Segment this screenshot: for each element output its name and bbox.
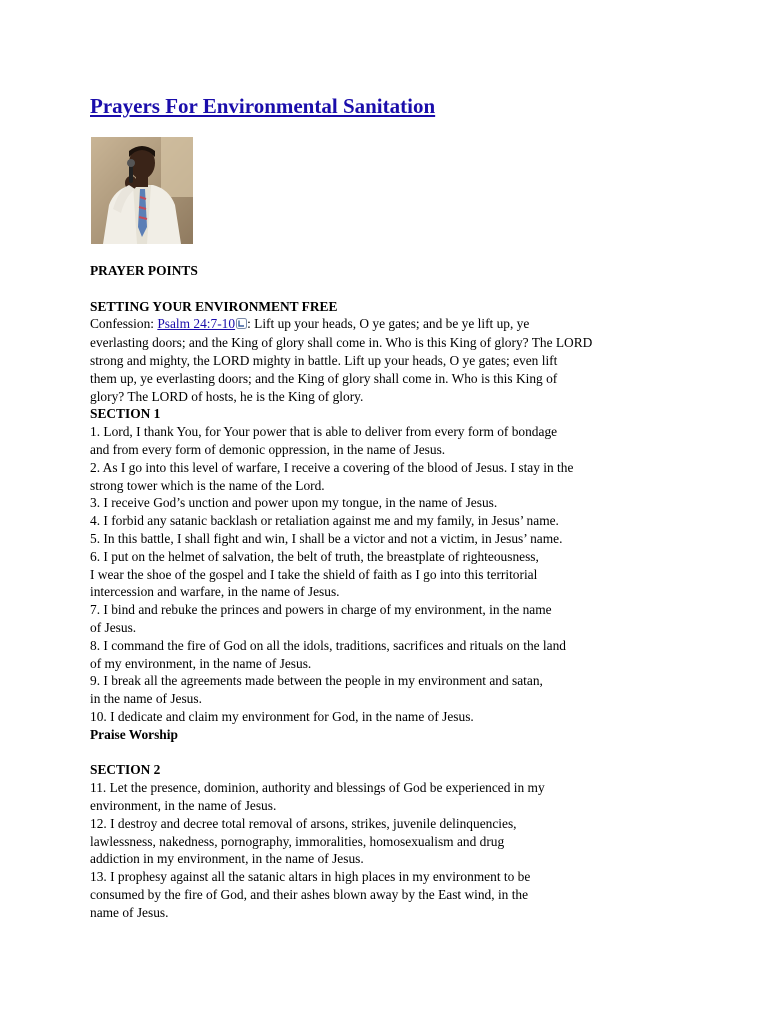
prayer-line: 5. In this battle, I shall fight and win, I shall be a victor and not a victim, in Jesus’ name. (90, 530, 563, 546)
prayer-line: 2. As I go into this level of warfare, I receive a covering of the blood of Jesus. I stay in the (90, 459, 574, 475)
confession-line: everlasting doors; and the King of glory shall come in. Who is this King of glory? The LORD (90, 335, 593, 351)
confession-line (90, 315, 750, 334)
confession-label: Confession: (90, 316, 158, 332)
section2-heading: SECTION 2 (90, 762, 161, 778)
psalm-reference-link[interactable]: Psalm 24:7-10 (157, 316, 236, 332)
prayer-line: 12. I destroy and decree total removal of arsons, strikes, juvenile delinquencies, (90, 815, 517, 831)
prayer-line: lawlessness, nakedness, pornography, immoralities, homosexualism and drug (90, 833, 505, 849)
prayer-line: 6. I put on the helmet of salvation, the belt of truth, the breastplate of righteousness, (90, 548, 539, 564)
prayer-line: name of Jesus. (90, 904, 169, 920)
prayer-line: 9. I break all the agreements made between the people in my environment and satan, (90, 673, 543, 689)
setting-free-heading: SETTING YOUR ENVIRONMENT FREE (90, 298, 338, 314)
prayer-line: 8. I command the fire of God on all the idols, traditions, sacrifices and rituals on the land (90, 637, 566, 653)
article-body (90, 262, 750, 921)
prayer-line: addiction in my environment, in the name of Jesus. (90, 851, 364, 867)
prayer-line: strong tower which is the name of the Lord. (90, 477, 325, 493)
preacher-photo-illustration (91, 137, 193, 244)
prayer-line: and from every form of demonic oppression, in the name of Jesus. (90, 441, 446, 457)
prayer-line: environment, in the name of Jesus. (90, 797, 277, 813)
prayer-line: 7. I bind and rebuke the princes and powers in charge of my environment, in the name (90, 602, 552, 618)
prayer-line: 4. I forbid any satanic backlash or retaliation against me and my family, in Jesus’ name. (90, 513, 559, 529)
prayer-line: 10. I dedicate and claim my environment for God, in the name of Jesus. (90, 708, 474, 724)
section1-heading: SECTION 1 (90, 406, 161, 422)
prayer-line: 3. I receive God’s unction and power upon my tongue, in the name of Jesus. (90, 495, 498, 511)
prayer-line: 1. Lord, I thank You, for Your power that is able to deliver from every form of bondage (90, 424, 558, 440)
prayer-line: of my environment, in the name of Jesus. (90, 655, 312, 671)
bible-reference-icon[interactable] (236, 316, 247, 334)
prayer-line: I wear the shoe of the gospel and I take the shield of faith as I go into this territorial (90, 566, 538, 582)
confession-line: strong and mighty, the LORD mighty in battle. Lift up your heads, O ye gates; even lift (90, 352, 558, 368)
prayer-line: 11. Let the presence, dominion, authority and blessings of God be experienced in my (90, 780, 545, 796)
prayer-line: consumed by the fire of God, and their ashes blown away by the East wind, in the (90, 886, 529, 902)
confession-line: glory? The LORD of hosts, he is the King of glory. (90, 388, 364, 404)
praise-worship-label: Praise Worship (90, 726, 178, 742)
confession-text: : Lift up your heads, O ye gates; and be ye lift up, ye (247, 316, 530, 332)
prayer-line: in the name of Jesus. (90, 691, 202, 707)
prayer-line: 13. I prophesy against all the satanic altars in high places in my environment to be (90, 869, 531, 885)
spacer (90, 744, 750, 762)
page-title-link[interactable]: Prayers For Environmental Sanitation (90, 94, 436, 118)
confession-line: them up, ye everlasting doors; and the King of glory shall come in. Who is this King of (90, 370, 558, 386)
prayer-line: intercession and warfare, in the name of Jesus. (90, 584, 340, 600)
preacher-photo (91, 137, 193, 244)
prayer-points-heading: PRAYER POINTS (90, 263, 198, 278)
prayer-line: of Jesus. (90, 619, 137, 635)
spacer (90, 280, 750, 298)
